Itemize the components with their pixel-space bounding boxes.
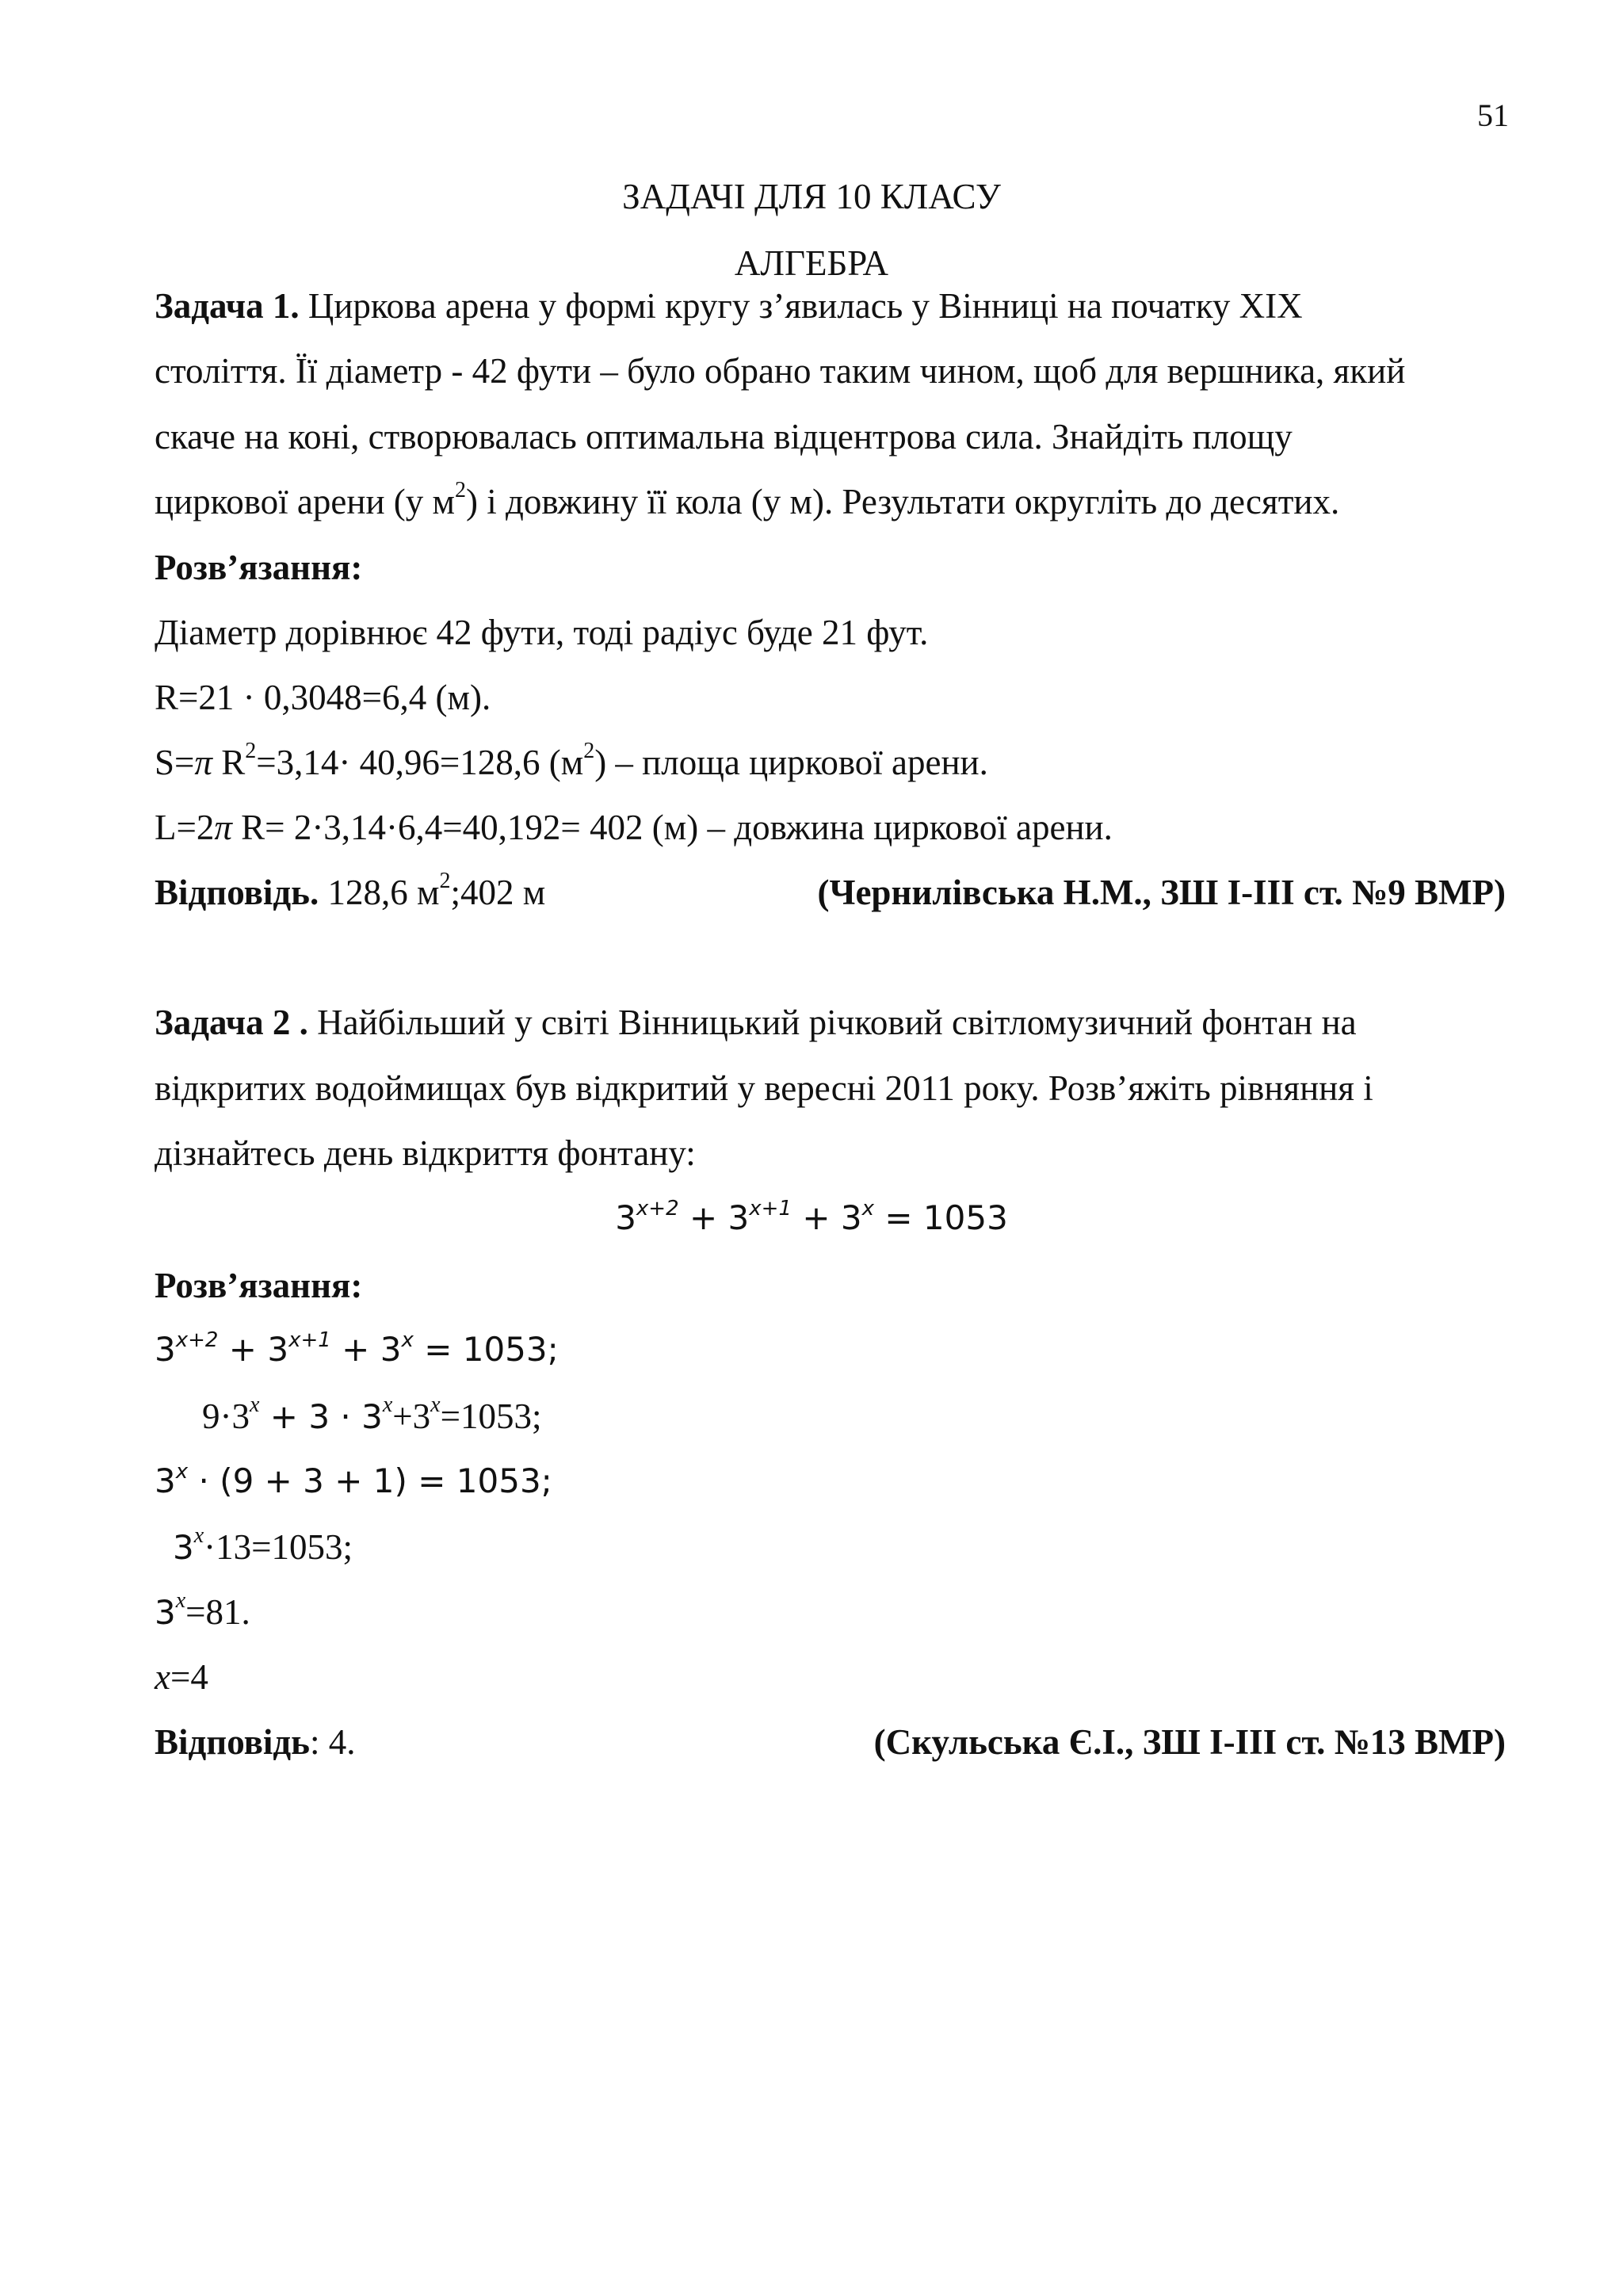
task2-text1: Найбільший у світі Вінницький річковий світломузичний фонтан на	[307, 1003, 1357, 1042]
s2-exp1: x	[250, 1392, 260, 1417]
task1-sol2: R=21 · 0,3048=6,4 (м).	[155, 678, 491, 717]
task1-sol1: Діаметр дорівнює 42 фути, тоді радіус буде 21 фут.	[155, 613, 929, 652]
task1-label: Задача 1.	[155, 286, 300, 326]
s2-a: 9·3	[202, 1396, 250, 1436]
s5-b: =81.	[185, 1592, 250, 1632]
task2-solution-label-text: Розв’язання:	[155, 1266, 363, 1305]
task1-solution-label	[155, 550, 362, 586]
task1-line4-b: ) і довжину її кола (у м). Результати округліть до десятих.	[466, 482, 1340, 521]
task2-line3: дізнайтесь день відкриття фонтану:	[155, 1133, 696, 1173]
s4-b: ·13=1053;	[204, 1527, 353, 1567]
task2-step3	[155, 1460, 552, 1500]
task1-line1	[155, 288, 1303, 324]
task1-answer-label: Відповідь.	[155, 873, 319, 912]
task2-step2	[202, 1392, 542, 1436]
s2-exp3: x	[430, 1392, 441, 1417]
s1-base1: 3	[155, 1330, 176, 1369]
task2-step4	[173, 1523, 353, 1567]
task2-step5	[155, 1588, 250, 1632]
task2-equation	[0, 1197, 1623, 1237]
eq-exp1: x+2	[636, 1197, 679, 1221]
s4-exp: x	[193, 1523, 204, 1548]
eq-base2: 3	[727, 1198, 750, 1237]
s3-exp: x	[175, 1460, 189, 1484]
task2-label: Задача 2 .	[155, 1003, 308, 1042]
s1-exp2: x+1	[288, 1328, 331, 1352]
task2-line2: відкритих водоймищах був відкритий у вересні 2011 року. Розв’яжіть рівняння і	[155, 1068, 1373, 1108]
eq-exp2: x+1	[749, 1197, 792, 1221]
task1-author: (Чернилівська Н.М., ЗШ І-ІІІ ст. №9 ВМР)	[817, 873, 1506, 912]
s3-a: 3	[155, 1461, 176, 1500]
eq-plus1: +	[678, 1198, 728, 1237]
eq-base3: 3	[840, 1198, 862, 1237]
eq-plus2: +	[792, 1198, 841, 1237]
s2-exp2: x	[382, 1392, 393, 1417]
subject-title: АЛГЕБРА	[734, 243, 889, 283]
s1-base2: 3	[267, 1330, 289, 1369]
sol3-sup2: 2	[583, 739, 595, 763]
s1-base3: 3	[380, 1330, 402, 1369]
s6-var: x	[155, 1657, 170, 1697]
task1-text1: Циркова арена у формі кругу з’явилась у Вінниці на початку XIX	[299, 286, 1303, 326]
s1-plus2: +	[330, 1330, 380, 1369]
eq-rhs: = 1053	[874, 1198, 1008, 1237]
task1-line4-sup: 2	[455, 478, 467, 502]
s1-plus1: +	[218, 1330, 268, 1369]
s4-a: 3	[173, 1528, 194, 1567]
task1-answer-a: 128,6 м	[319, 873, 440, 912]
task2-line1	[155, 1005, 1357, 1041]
s5-exp: x	[175, 1588, 186, 1613]
sol4-a: L=2	[155, 808, 215, 847]
section-title: ЗАДАЧІ ДЛЯ 10 КЛАСУ	[622, 177, 1001, 216]
page-number: 51	[1477, 97, 1509, 133]
pi-symbol: π	[194, 743, 212, 782]
task2-step6	[155, 1657, 208, 1697]
sol3-d: ) – площа циркової арени.	[594, 743, 988, 782]
sol4-b: R= 2·3,14·6,4=40,192= 402 (м) – довжина циркової арени.	[231, 808, 1113, 847]
task1-solution-label-text: Розв’язання:	[155, 548, 363, 587]
s1-exp3: x	[401, 1328, 414, 1352]
eq-exp3: x	[861, 1197, 875, 1221]
task1-sol3	[155, 739, 988, 782]
task1-answer	[155, 869, 546, 912]
task2-answer	[155, 1722, 356, 1762]
s2-c: +3	[392, 1396, 431, 1436]
task1-answer-b: ;402 м	[450, 873, 546, 912]
task1-answer-sup: 2	[439, 869, 451, 893]
task1-line3: скаче на коні, створювалась оптимальна відцентрова сила. Знайдіть площу	[155, 417, 1293, 457]
task1-line4-a: циркової арени (у м	[155, 482, 456, 521]
task1-line4	[155, 478, 1340, 521]
s6-b: =4	[170, 1657, 208, 1697]
s1-tail: = 1053;	[413, 1330, 559, 1369]
pi-symbol-2: π	[214, 808, 232, 847]
task1-line2: століття. Її діаметр - 42 фути – було обрано таким чином, щоб для вершника, який	[155, 351, 1406, 391]
s1-exp1: x+2	[175, 1328, 219, 1352]
task2-solution-label	[155, 1268, 362, 1304]
task2-step1	[155, 1328, 559, 1369]
sol3-b: R	[212, 743, 246, 782]
s5-a: 3	[155, 1593, 176, 1632]
sol3-c: =3,14· 40,96=128,6 (м	[256, 743, 584, 782]
sol3-a: S=	[155, 743, 195, 782]
task2-answer-label: Відповідь	[155, 1722, 310, 1762]
s2-d: =1053;	[440, 1396, 542, 1436]
task2-answer-text: : 4.	[309, 1722, 356, 1762]
task2-author: (Скульська Є.І., ЗШ І-ІІІ ст. №13 ВМР)	[873, 1722, 1506, 1762]
s3-b: · (9 + 3 + 1) = 1053;	[188, 1461, 552, 1500]
task1-sol4	[155, 810, 1113, 846]
s2-b: + 3 · 3	[259, 1397, 383, 1436]
sol3-sup1: 2	[245, 739, 257, 763]
eq-base1: 3	[615, 1198, 636, 1237]
